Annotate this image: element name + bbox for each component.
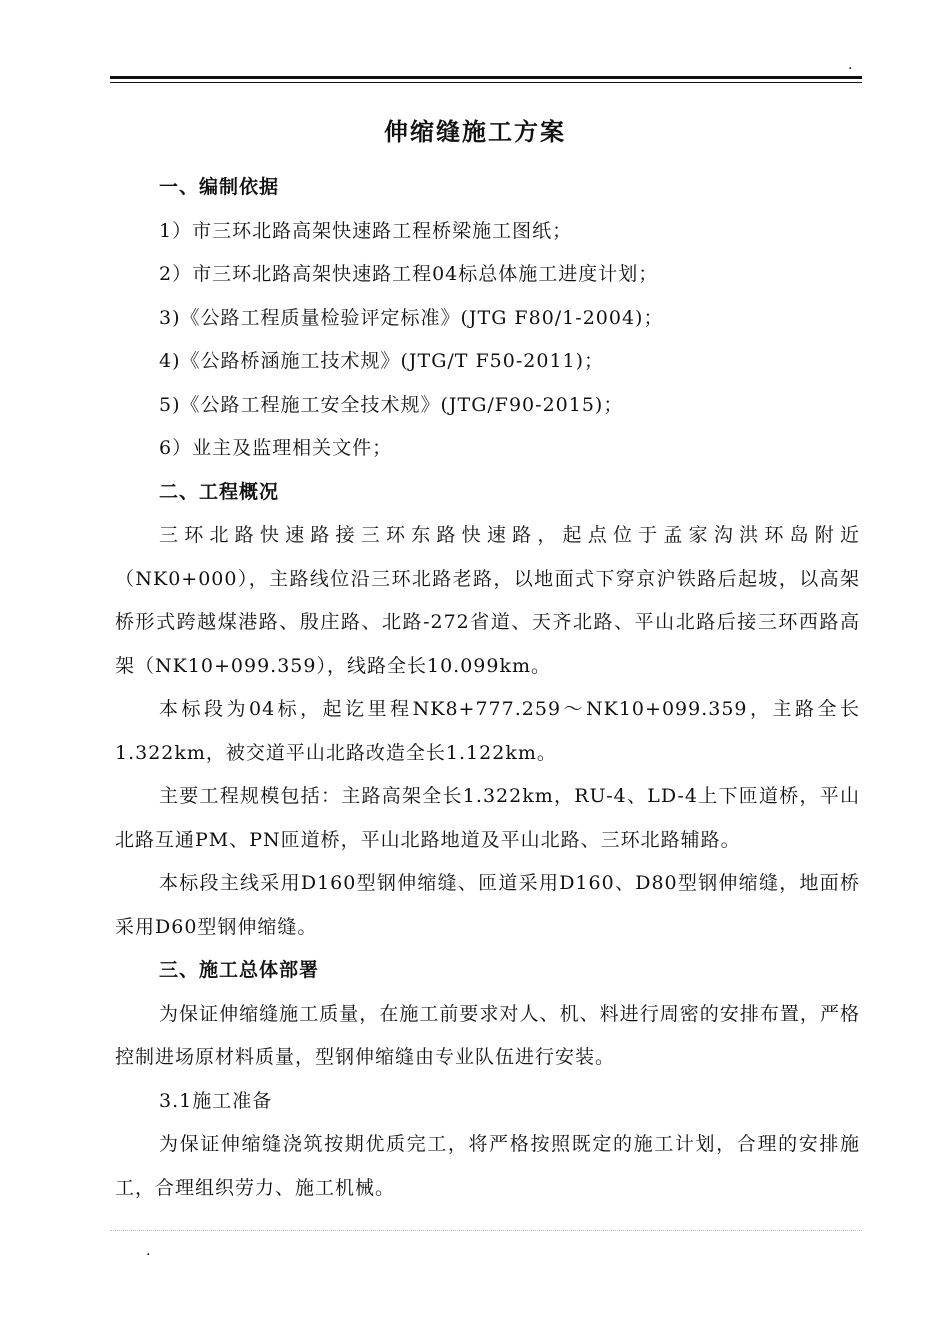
section-heading: 三、施工总体部署 xyxy=(159,959,320,981)
section-heading: 一、编制依据 xyxy=(159,176,280,198)
list-item: 4)《公路桥涵施工技术规》(JTG/T F50-2011)； xyxy=(159,350,605,372)
list-item: 3)《公路工程质量检验评定标准》(JTG F80/1-2004)； xyxy=(159,306,664,329)
section-basis xyxy=(115,166,860,1210)
paragraph: 本标段为04标，起讫里程NK8+777.259～NK10+099.359，主路全长1.322km，被交道平山北路改造全长1.122km。 xyxy=(115,698,860,764)
subsection-heading: 3.1施工准备 xyxy=(159,1089,273,1112)
list-item: 2）市三环北路高架快速路工程04标总体施工进度计划； xyxy=(159,263,659,285)
header-mark: . xyxy=(848,57,853,73)
header-rule xyxy=(110,76,862,79)
paragraph: 为保证伸缩缝施工质量，在施工前要求对人、机、料进行周密的安排布置，严格控制进场原材料质量，型钢伸缩缝由专业队伍进行安装。 xyxy=(115,1002,860,1068)
list-item: 5)《公路工程施工安全技术规》(JTG/F90-2015)； xyxy=(159,393,624,416)
paragraph: 本标段主线采用D160型钢伸缩缝、匝道采用D160、D80型钢伸缩缝，地面桥采用D60型钢伸缩缝。 xyxy=(115,872,860,938)
document-title: 伸缩缝施工方案 xyxy=(384,117,566,146)
paragraph: 主要工程规模包括：主路高架全长1.322km，RU-4、LD-4上下匝道桥，平山北路互通PM、PN匝道桥，平山北路地道及平山北路、三环北路辅路。 xyxy=(115,785,860,851)
paragraph: 为保证伸缩缝浇筑按期优质完工，将严格按照既定的施工计划，合理的安排施工，合理组织劳力、施工机械。 xyxy=(115,1133,860,1199)
section-heading: 二、工程概况 xyxy=(159,480,280,503)
paragraph: 三环北路快速路接三环东路快速路，起点位于孟家沟洪环岛附近（NK0+000），主路线位沿三环北路老路，以地面式下穿京沪铁路后起坡，以高架桥形式跨越煤港路、殷庄路、北路-272省道、天齐北路、平山北路后接三环西路高架（NK10+099.359），线路全长10.099km。 xyxy=(115,524,860,677)
footer-mark: . xyxy=(146,1243,151,1259)
header-rule-thin xyxy=(110,82,862,83)
list-item: 6）业主及监理相关文件； xyxy=(159,437,393,459)
list-item: 1）市三环北路高架快速路工程桥梁施工图纸； xyxy=(159,219,573,242)
footer-rule xyxy=(110,1230,862,1231)
